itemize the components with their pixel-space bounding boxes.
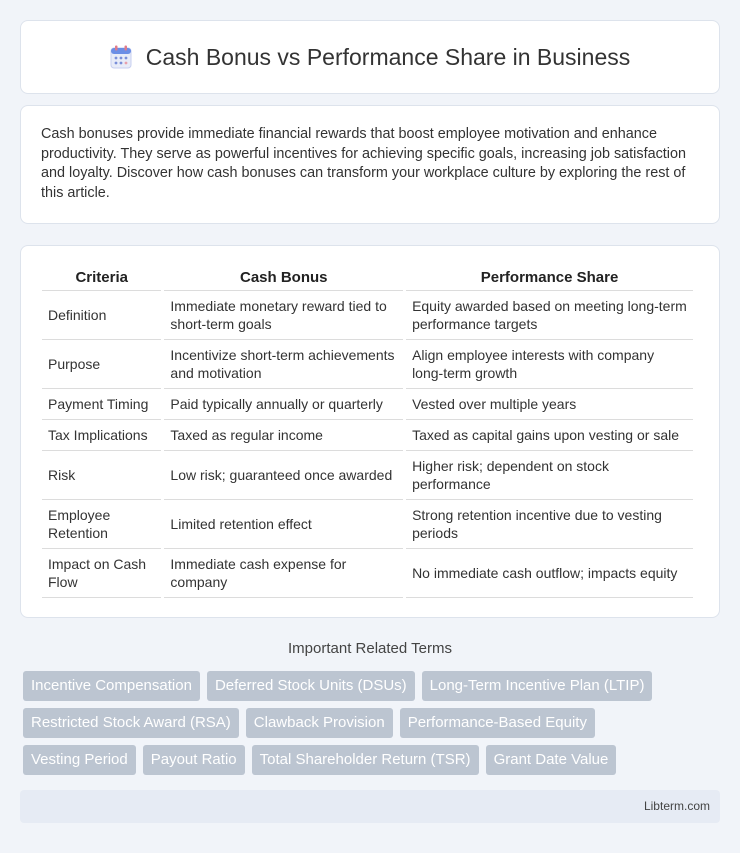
table-cell-criteria: Risk xyxy=(42,451,161,500)
intro-text: Cash bonuses provide immediate financial rewards that boost employee motivation and enhance productivity. They serve as powerful incentives for achieving specific goals, increasing job satisfaction and loyalty. Discover how cash bonuses can transform your workplace culture by exploring the rest of this article. xyxy=(41,126,686,201)
table-row xyxy=(42,291,693,340)
table-cell-criteria: Tax Implications xyxy=(42,420,161,451)
table-cell-criteria: Employee Retention xyxy=(42,500,161,549)
table-cell-performance-share: Vested over multiple years xyxy=(406,389,693,420)
table-cell-criteria: Impact on Cash Flow xyxy=(42,549,161,598)
table-row xyxy=(42,451,693,500)
table-row xyxy=(42,549,693,598)
tag-row xyxy=(23,708,723,738)
table-row xyxy=(42,420,693,451)
column-header-criteria: Criteria xyxy=(42,266,161,291)
calendar-icon xyxy=(110,45,132,69)
table-cell-performance-share: Higher risk; dependent on stock performance xyxy=(406,451,693,500)
intro-card xyxy=(20,105,720,224)
tag-grant-date-value[interactable]: Grant Date Value xyxy=(486,745,617,775)
table-row xyxy=(42,500,693,549)
table-row xyxy=(42,340,693,389)
page-title: Cash Bonus vs Performance Share in Business xyxy=(145,43,631,70)
tag-performance-based-equity[interactable]: Performance-Based Equity xyxy=(400,708,595,738)
footer xyxy=(20,790,720,823)
related-terms-title: Important Related Terms xyxy=(288,640,452,657)
table-cell-performance-share: Align employee interests with company long-term growth xyxy=(406,340,693,389)
table-cell-performance-share: Strong retention incentive due to vesting periods xyxy=(406,500,693,549)
table-cell-cash-bonus: Immediate cash expense for company xyxy=(164,549,403,598)
tag-row xyxy=(23,671,723,701)
table-cell-cash-bonus: Paid typically annually or quarterly xyxy=(164,389,403,420)
table-cell-cash-bonus: Limited retention effect xyxy=(164,500,403,549)
table-cell-performance-share: No immediate cash outflow; impacts equity xyxy=(406,549,693,598)
table-cell-performance-share: Equity awarded based on meeting long-term performance targets xyxy=(406,291,693,340)
table-cell-cash-bonus: Immediate monetary reward tied to short-term goals xyxy=(164,291,403,340)
tag-deferred-stock-units[interactable]: Deferred Stock Units (DSUs) xyxy=(207,671,415,701)
tag-total-shareholder-return[interactable]: Total Shareholder Return (TSR) xyxy=(252,745,479,775)
tag-row xyxy=(23,745,723,775)
table-cell-cash-bonus: Low risk; guaranteed once awarded xyxy=(164,451,403,500)
table-header-row xyxy=(42,266,693,291)
tag-incentive-compensation[interactable]: Incentive Compensation xyxy=(23,671,200,701)
table-cell-criteria: Purpose xyxy=(42,340,161,389)
footer-site-link[interactable]: Libterm.com xyxy=(643,799,710,813)
table-cell-performance-share: Taxed as capital gains upon vesting or sale xyxy=(406,420,693,451)
tag-long-term-incentive-plan[interactable]: Long-Term Incentive Plan (LTIP) xyxy=(422,671,653,701)
comparison-table-card xyxy=(20,245,720,618)
tag-vesting-period[interactable]: Vesting Period xyxy=(23,745,136,775)
related-terms-tags xyxy=(23,671,723,782)
column-header-performance-share: Performance Share xyxy=(406,266,693,291)
tag-restricted-stock-award[interactable]: Restricted Stock Award (RSA) xyxy=(23,708,239,738)
column-header-cash-bonus: Cash Bonus xyxy=(164,266,403,291)
table-cell-cash-bonus: Taxed as regular income xyxy=(164,420,403,451)
table-cell-criteria: Definition xyxy=(42,291,161,340)
comparison-table xyxy=(39,266,696,598)
table-row xyxy=(42,389,693,420)
tag-payout-ratio[interactable]: Payout Ratio xyxy=(143,745,245,775)
table-cell-criteria: Payment Timing xyxy=(42,389,161,420)
header-card xyxy=(20,20,720,94)
table-cell-cash-bonus: Incentivize short-term achievements and motivation xyxy=(164,340,403,389)
tag-clawback-provision[interactable]: Clawback Provision xyxy=(246,708,393,738)
